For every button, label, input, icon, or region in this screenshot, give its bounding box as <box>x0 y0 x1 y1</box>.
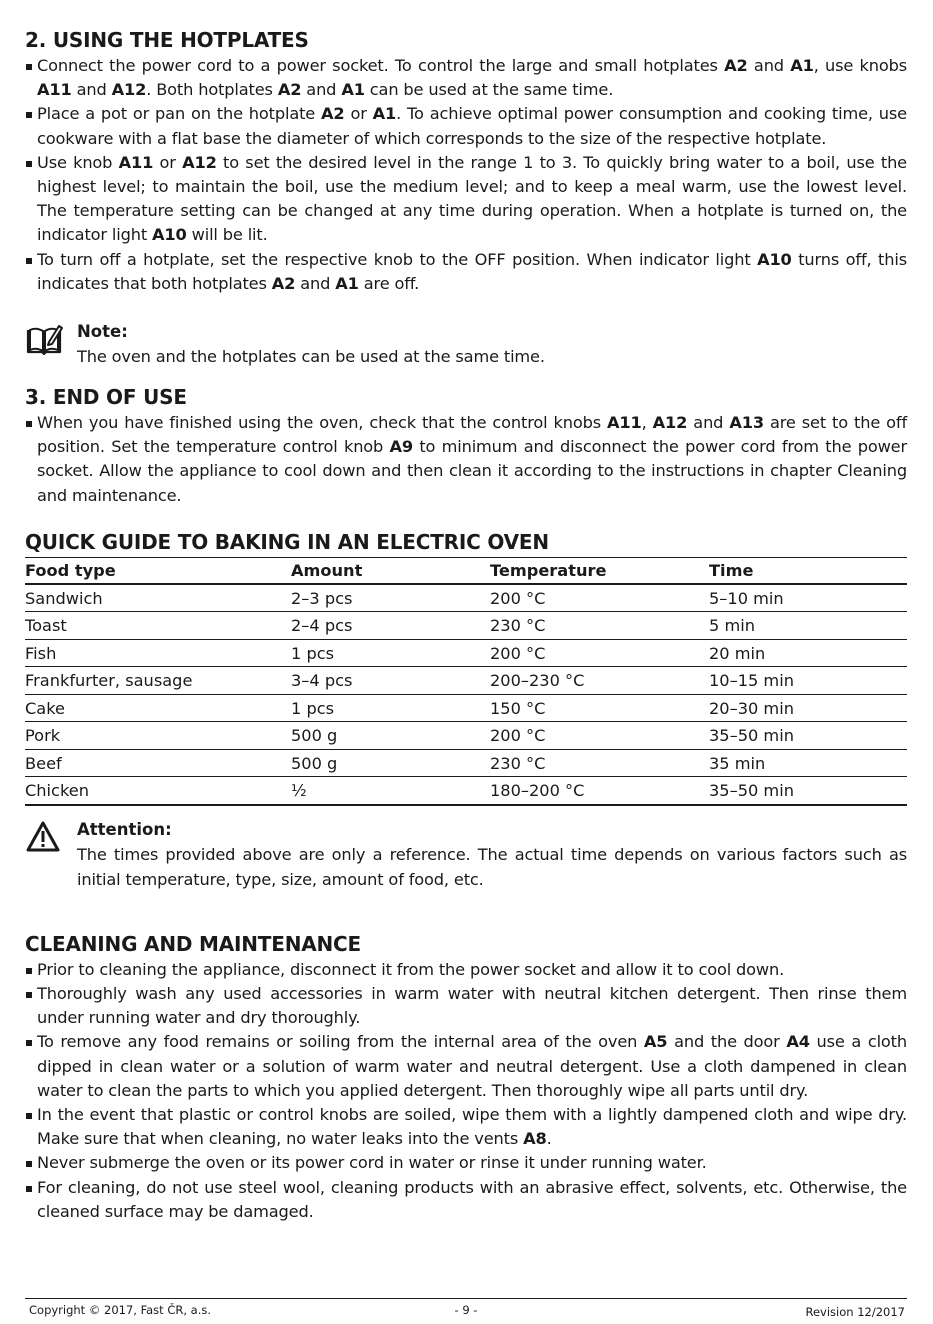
footer-page-number: - 9 - <box>454 1303 478 1317</box>
end-of-use-section <box>25 383 907 508</box>
section-heading-end-of-use: 3. END OF USE <box>25 385 187 410</box>
quick-guide-section <box>25 528 907 806</box>
cleaning-list <box>25 958 907 1224</box>
table-cell: 35–50 min <box>709 777 907 805</box>
table-cell: 20 min <box>709 639 907 667</box>
list-item: To turn off a hotplate, set the respective knob to the OFF position. When indicator light A10 turns off, this indicates that both hotplates A2 and A1 are off. <box>25 248 907 296</box>
list-item: Connect the power cord to a power socket. To control the large and small hotplates A2 and A1, use knobs A11 and A12. Both hotplates A2 and A1 can be used at the same time. <box>25 54 907 102</box>
table-cell: 200 °C <box>490 639 709 667</box>
table-row <box>25 584 907 612</box>
table-cell: 35–50 min <box>709 722 907 750</box>
table-cell: 500 g <box>291 722 490 750</box>
page-content <box>25 26 907 1224</box>
column-header-food-type: Food type <box>25 558 291 584</box>
attention-box <box>25 818 907 892</box>
table-cell: ½ <box>291 777 490 805</box>
attention-text: The times provided above are only a reference. The actual time depends on various factors such as initial temperature, type, size, amount of food, etc. <box>77 844 907 889</box>
column-header-amount: Amount <box>291 558 490 584</box>
table-cell: 1 pcs <box>291 694 490 722</box>
table-row <box>25 639 907 667</box>
end-of-use-list <box>25 411 907 508</box>
table-cell: 150 °C <box>490 694 709 722</box>
footer-copyright: Copyright © 2017, Fast ČR, a.s. <box>29 1303 212 1317</box>
table-cell: Chicken <box>25 777 291 805</box>
table-cell: 230 °C <box>490 612 709 640</box>
table-row <box>25 667 907 695</box>
attention-title: Attention: <box>77 819 172 839</box>
table-cell: 35 min <box>709 749 907 777</box>
table-cell: Frankfurter, sausage <box>25 667 291 695</box>
list-item: Never submerge the oven or its power cord in water or rinse it under running water. <box>25 1151 907 1175</box>
list-item: Prior to cleaning the appliance, disconnect it from the power socket and allow it to cool down. <box>25 958 907 982</box>
list-item: Thoroughly wash any used accessories in warm water with neutral kitchen detergent. Then rinse them under running water and dry thoroughly. <box>25 982 907 1030</box>
hotplates-list <box>25 54 907 296</box>
table-cell: 20–30 min <box>709 694 907 722</box>
table-cell: 200 °C <box>490 722 709 750</box>
table-cell: Sandwich <box>25 584 291 612</box>
table-row <box>25 777 907 805</box>
list-item: For cleaning, do not use steel wool, cleaning products with an abrasive effect, solvents, etc. Otherwise, the cleaned surface may be damaged. <box>25 1176 907 1224</box>
warning-triangle-icon <box>25 820 63 854</box>
table-cell: 180–200 °C <box>490 777 709 805</box>
note-text: The oven and the hotplates can be used at the same time. <box>77 347 545 367</box>
table-cell: Toast <box>25 612 291 640</box>
table-cell: 2–3 pcs <box>291 584 490 612</box>
page-footer <box>25 1298 907 1321</box>
table-cell: 5–10 min <box>709 584 907 612</box>
list-item: When you have finished using the oven, check that the control knobs A11, A12 and A13 are set to the off position. Set the temperature control knob A9 to minimum and disconnect the power cord from the power socket. Allow the appliance to cool down and then clean it according to the instructions in chapter Cleaning and maintenance. <box>25 411 907 508</box>
table-cell: Fish <box>25 639 291 667</box>
column-header-temperature: Temperature <box>490 558 709 584</box>
table-cell: 1 pcs <box>291 639 490 667</box>
column-header-time: Time <box>709 558 907 584</box>
table-row <box>25 612 907 640</box>
note-title: Note: <box>77 322 128 342</box>
cleaning-section <box>25 930 907 1224</box>
section-heading-using-hotplates: 2. USING THE HOTPLATES <box>25 28 309 52</box>
table-row <box>25 749 907 777</box>
table-row <box>25 722 907 750</box>
table-cell: Beef <box>25 749 291 777</box>
table-cell: Pork <box>25 722 291 750</box>
table-cell: 200 °C <box>490 584 709 612</box>
note-book-icon <box>25 322 63 356</box>
table-header-row <box>25 558 907 584</box>
section-heading-quick-guide: QUICK GUIDE TO BAKING IN AN ELECTRIC OVEN <box>25 528 907 558</box>
section-heading-cleaning: CLEANING AND MAINTENANCE <box>25 931 362 956</box>
table-cell: 200–230 °C <box>490 667 709 695</box>
table-cell: 10–15 min <box>709 667 907 695</box>
table-cell: Cake <box>25 694 291 722</box>
table-cell: 3–4 pcs <box>291 667 490 695</box>
table-cell: 5 min <box>709 612 907 640</box>
table-row <box>25 694 907 722</box>
baking-table <box>25 558 907 806</box>
list-item: Place a pot or pan on the hotplate A2 or A1. To achieve optimal power consumption and cooking time, use cookware with a flat base the diameter of which corresponds to the size of the respective hotplate. <box>25 102 907 150</box>
table-cell: 2–4 pcs <box>291 612 490 640</box>
note-box <box>25 320 907 369</box>
table-cell: 230 °C <box>490 749 709 777</box>
table-cell: 500 g <box>291 749 490 777</box>
list-item: In the event that plastic or control knobs are soiled, wipe them with a lightly dampened cloth and wipe dry. Make sure that when cleaning, no water leaks into the vents A8. <box>25 1103 907 1151</box>
footer-revision: Revision 12/2017 <box>805 1305 905 1319</box>
list-item: Use knob A11 or A12 to set the desired level in the range 1 to 3. To quickly bring water to a boil, use the highest level; to maintain the boil, use the medium level; and to keep a meal warm, use the lowest level. The temperature setting can be changed at any time during operation. When a hotplate is turned on, the indicator light A10 will be lit. <box>25 151 907 248</box>
list-item: To remove any food remains or soiling from the internal area of the oven A5 and the door A4 use a cloth dipped in clean water or a solution of warm water and neutral detergent. Use a cloth dampened in clean water to clean the parts to which you applied detergent. Then thoroughly wipe all parts until dry. <box>25 1030 907 1103</box>
